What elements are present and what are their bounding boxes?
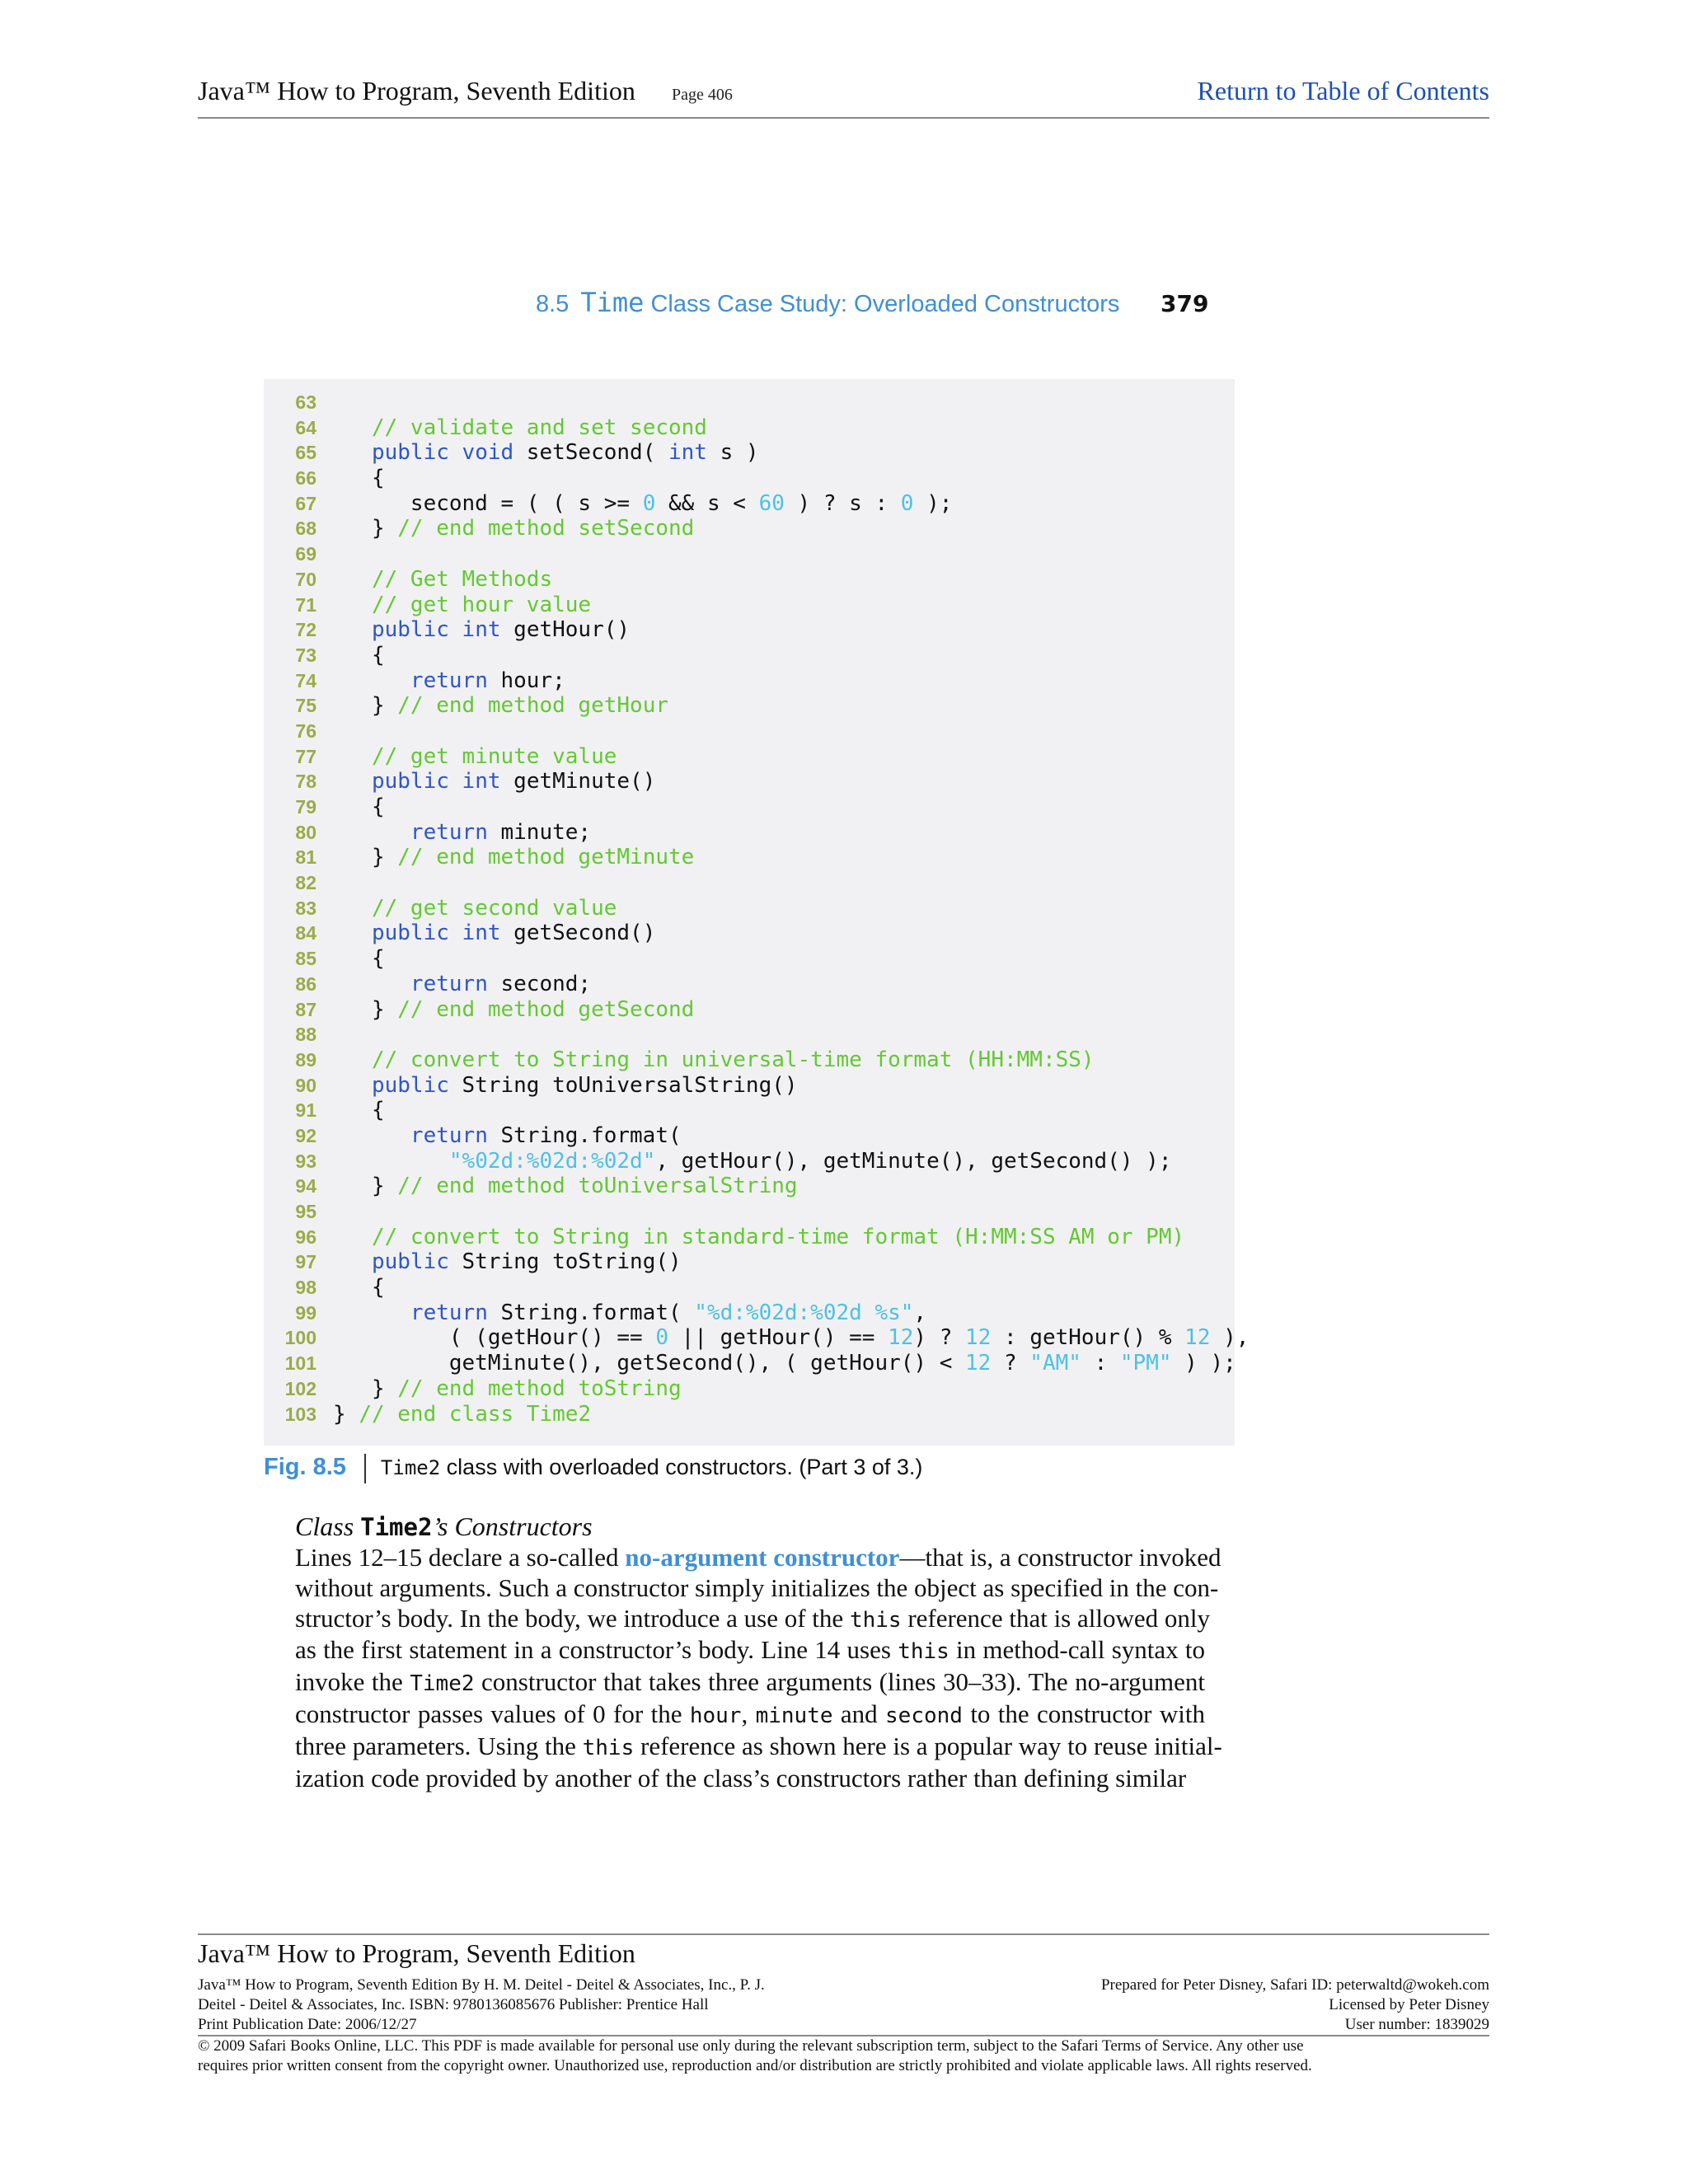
running-head-title: Class Case Study: Overloaded Constructors	[644, 291, 1120, 317]
body-text: in method-call syntax to	[949, 1635, 1205, 1665]
line-number: 102	[284, 1377, 316, 1399]
code-text	[316, 997, 694, 1023]
caption-divider	[364, 1454, 366, 1483]
code-keyword: return	[410, 1122, 488, 1148]
code-token	[333, 1123, 410, 1148]
code-token: }	[333, 516, 398, 541]
code-token: second;	[487, 971, 592, 996]
page-label: Page 406	[672, 86, 733, 104]
code-token: }	[333, 996, 398, 1022]
code-comment: // convert to String in standard-time format (H:MM:SS AM or PM)	[371, 1224, 1185, 1249]
code-comment: // end method getHour	[397, 693, 669, 719]
code-line	[277, 466, 1249, 491]
line-number: 66	[295, 467, 316, 490]
line-number: 100	[284, 1327, 316, 1349]
footer-right-line-2: Licensed by Peter Disney	[1329, 1996, 1489, 2013]
code-line	[277, 1225, 1249, 1250]
code-text	[316, 1351, 1236, 1376]
body-text: invoke the	[295, 1667, 410, 1697]
code-token: ),	[1210, 1325, 1250, 1351]
code-token: {	[333, 794, 385, 819]
code-line	[277, 643, 1249, 668]
line-number: 69	[295, 543, 316, 565]
code-string: "%d:%02d:%02d %s"	[694, 1300, 914, 1325]
code-token: ) ? s :	[784, 490, 901, 516]
code-token: getMinute(), getSecond(), ( getHour() <	[333, 1351, 966, 1376]
code-token: getSecond()	[500, 921, 656, 946]
line-number: 65	[295, 442, 316, 464]
code-line	[277, 946, 1249, 972]
body-paragraph	[295, 1543, 1222, 1793]
code-token	[333, 1249, 372, 1274]
line-number: 82	[295, 872, 316, 894]
body-line	[295, 1667, 1205, 1699]
heading-suffix: ’s Constructors	[432, 1511, 593, 1541]
code-token: && s <	[655, 490, 759, 516]
code-line	[277, 1123, 1249, 1149]
code-token: setSecond(	[513, 440, 668, 466]
caption-text: class with overloaded constructors. (Part 3 of 3.)	[440, 1455, 923, 1480]
code-listing	[264, 379, 1250, 1446]
inline-code: this	[849, 1607, 902, 1633]
line-number: 97	[295, 1251, 316, 1273]
body-text: and	[832, 1699, 886, 1728]
code-token: String toUniversalString()	[448, 1072, 798, 1098]
code-string: "AM"	[1029, 1351, 1081, 1376]
code-text	[316, 820, 591, 846]
line-number: 96	[295, 1226, 316, 1248]
body-text: as the first statement in a constructor’s body. Line 14 uses	[295, 1635, 898, 1665]
code-text	[316, 567, 552, 593]
code-text	[316, 693, 668, 719]
code-keyword: public void	[371, 440, 514, 466]
code-token: }	[333, 1376, 398, 1401]
code-comment: // end class Time2	[359, 1401, 592, 1427]
code-line	[277, 1376, 1249, 1402]
code-text	[316, 1376, 682, 1402]
line-number: 99	[295, 1301, 316, 1324]
code-text	[316, 1047, 1095, 1073]
line-number: 76	[295, 719, 316, 742]
body-text: reference as shown here is a popular way to reuse initial-	[634, 1731, 1222, 1760]
code-token	[333, 617, 372, 642]
code-text	[316, 1225, 1184, 1250]
line-number: 70	[295, 568, 316, 590]
code-token: ,	[913, 1300, 927, 1325]
code-comment: // Get Methods	[371, 566, 553, 592]
code-token	[333, 744, 372, 769]
body-line	[295, 1699, 1205, 1732]
line-number: 88	[295, 1024, 316, 1046]
code-string: "PM"	[1119, 1351, 1172, 1376]
code-comment: // end method setSecond	[397, 516, 695, 541]
body-text: constructor passes values of 0 for the	[295, 1699, 690, 1728]
code-number: 12	[888, 1325, 914, 1351]
body-text: ization code provided by another of the class’s constructors rather than defining similar	[295, 1763, 1187, 1793]
code-token: {	[333, 1098, 385, 1123]
code-line	[277, 769, 1249, 794]
code-line	[277, 693, 1249, 719]
code-token: {	[333, 1275, 385, 1301]
line-number: 89	[295, 1048, 316, 1071]
footer-divider	[198, 2035, 1489, 2036]
code-number: 0	[642, 490, 656, 516]
body-line	[295, 1731, 1222, 1764]
line-number: 86	[295, 972, 316, 995]
code-keyword: public int	[371, 617, 501, 643]
footer-left-line-2: Deitel - Deitel & Associates, Inc. ISBN: 9780136085676 Publisher: Prentice Hall	[198, 1996, 709, 2013]
code-line	[277, 744, 1249, 770]
top-header	[198, 76, 1489, 119]
code-line	[277, 1047, 1249, 1073]
running-head	[536, 287, 1119, 323]
code-text	[316, 668, 565, 694]
code-token: s )	[706, 440, 759, 466]
code-text	[316, 921, 655, 946]
copyright-line-1: © 2009 Safari Books Online, LLC. This PDF is made available for personal use only during the relevant subscription term, subject to the Safari Terms of Service. Any other use	[198, 2037, 1304, 2055]
inline-code: minute	[755, 1703, 833, 1728]
section-heading	[295, 1511, 593, 1542]
body-line	[295, 1572, 1219, 1604]
line-number: 84	[295, 922, 316, 944]
code-comment: // end method toString	[397, 1376, 682, 1401]
line-number: 81	[295, 846, 316, 869]
line-number: 79	[295, 796, 316, 818]
code-text	[316, 617, 630, 643]
line-number: 63	[295, 391, 316, 413]
code-line	[277, 516, 1249, 541]
code-token	[333, 1047, 372, 1072]
caption-code-word: Time2	[380, 1456, 441, 1480]
code-token	[333, 440, 372, 465]
code-comment: // end method getSecond	[397, 996, 695, 1022]
code-token: ) ?	[913, 1325, 966, 1351]
code-text	[316, 440, 759, 466]
code-token: :	[1081, 1351, 1120, 1376]
code-line	[277, 870, 1249, 896]
code-line	[277, 794, 1249, 820]
code-line	[277, 1098, 1249, 1123]
code-token	[333, 593, 372, 617]
code-token	[333, 769, 372, 794]
code-line	[277, 1275, 1249, 1301]
code-text	[316, 643, 385, 668]
line-number: 101	[284, 1352, 316, 1375]
code-token	[333, 921, 372, 945]
code-line	[277, 719, 1249, 744]
footer-left-line-1: Java™ How to Program, Seventh Edition By H. M. Deitel - Deitel & Associates, Inc., P. J.	[198, 1976, 765, 1994]
code-line	[277, 1249, 1249, 1275]
code-number: 12	[965, 1351, 992, 1376]
code-comment: // get second value	[371, 895, 617, 921]
code-keyword: return	[410, 971, 488, 996]
line-number: 67	[295, 492, 316, 514]
code-token: String toString()	[448, 1249, 682, 1275]
code-token: getMinute()	[500, 769, 656, 794]
body-text: three parameters. Using the	[295, 1731, 583, 1760]
page-footer	[198, 1933, 1489, 2125]
code-token: hour;	[487, 668, 565, 693]
code-keyword: return	[410, 668, 488, 693]
code-line	[277, 820, 1249, 846]
line-number: 74	[295, 669, 316, 691]
line-number: 80	[295, 821, 316, 843]
figure-label: Fig. 8.5	[264, 1454, 346, 1481]
code-text	[316, 516, 694, 541]
code-text	[316, 1325, 1249, 1351]
code-comment: // get hour value	[371, 592, 592, 617]
figure-caption	[264, 1454, 922, 1490]
code-token: );	[913, 490, 953, 516]
code-text	[316, 491, 952, 517]
code-token	[333, 1301, 410, 1325]
code-line	[277, 921, 1249, 946]
code-token: String.format(	[487, 1122, 682, 1148]
inline-code: hour	[689, 1703, 742, 1728]
body-text: constructor that takes three arguments (lines 30–33). The no-argument	[474, 1667, 1205, 1697]
code-token: || getHour() ==	[668, 1325, 889, 1351]
line-number: 72	[295, 619, 316, 641]
body-line	[295, 1543, 1221, 1573]
code-line	[277, 1301, 1249, 1326]
code-token	[333, 820, 410, 845]
footer-right-line-1: Prepared for Peter Disney, Safari ID: peterwaltd@wokeh.com	[1100, 1976, 1489, 1994]
code-text	[316, 946, 385, 972]
code-text	[316, 845, 694, 870]
line-number: 94	[295, 1175, 316, 1197]
line-number: 103	[284, 1403, 316, 1425]
code-token	[333, 1149, 449, 1174]
code-keyword: return	[410, 819, 488, 845]
code-keyword: public	[371, 1249, 449, 1275]
inline-code: this	[898, 1639, 950, 1665]
code-number: 60	[758, 490, 785, 516]
code-line	[277, 997, 1249, 1023]
heading-code-word: Time2	[360, 1513, 433, 1541]
code-text	[316, 1275, 385, 1301]
code-line	[277, 1022, 1249, 1047]
code-comment: // validate and set second	[371, 415, 707, 440]
code-text	[316, 769, 655, 794]
code-token: }	[333, 845, 398, 870]
code-number: 0	[900, 490, 914, 516]
return-to-toc-link[interactable]: Return to Table of Contents	[1197, 76, 1489, 105]
code-token: ?	[991, 1351, 1030, 1376]
code-token: {	[333, 642, 385, 668]
code-text	[316, 466, 385, 491]
code-comment: // end method toUniversalString	[397, 1174, 798, 1199]
code-line	[277, 1351, 1249, 1376]
code-text	[316, 1402, 591, 1427]
key-term: no-argument constructor	[625, 1543, 900, 1572]
line-number: 90	[295, 1074, 316, 1096]
code-line	[277, 1199, 1249, 1225]
code-line	[277, 491, 1249, 517]
code-text	[316, 1123, 682, 1149]
code-token: }	[333, 1401, 359, 1427]
code-token: String.format(	[487, 1300, 695, 1325]
code-keyword: public int	[371, 921, 501, 946]
code-token: }	[333, 693, 398, 719]
code-line	[277, 1402, 1249, 1427]
line-number: 95	[295, 1201, 316, 1222]
code-line	[277, 541, 1249, 567]
code-token: second = ( ( s >=	[333, 490, 643, 516]
code-comment: // get minute value	[371, 743, 617, 769]
body-text: structor’s body. In the body, we introduce a use of the	[295, 1603, 850, 1633]
code-token: ( (getHour() ==	[333, 1325, 656, 1351]
line-number: 68	[295, 518, 316, 540]
code-text	[316, 1149, 1171, 1174]
code-line	[277, 1174, 1249, 1199]
code-keyword: return	[410, 1300, 488, 1325]
book-title: Java™ How to Program, Seventh Edition	[198, 76, 635, 105]
code-text	[316, 896, 617, 921]
code-text	[316, 794, 385, 820]
code-line	[277, 440, 1249, 466]
line-number: 77	[295, 745, 316, 767]
code-token	[333, 668, 410, 693]
code-string: "%02d:%02d:%02d"	[448, 1148, 656, 1174]
code-line	[277, 617, 1249, 643]
code-line	[277, 896, 1249, 921]
code-line	[277, 845, 1249, 870]
inline-code: second	[885, 1703, 963, 1728]
line-number: 83	[295, 897, 316, 919]
code-line	[277, 668, 1249, 694]
code-token	[333, 896, 372, 921]
code-token: ) );	[1171, 1351, 1236, 1376]
code-line	[277, 1073, 1249, 1099]
code-text	[316, 1174, 798, 1199]
code-token	[333, 567, 372, 592]
body-text: reference that is allowed only	[901, 1603, 1210, 1633]
code-text	[316, 415, 707, 441]
body-text: to the constructor with	[962, 1699, 1205, 1728]
code-token	[333, 415, 372, 440]
code-line	[277, 415, 1249, 441]
line-number: 85	[295, 948, 316, 970]
code-number: 12	[1184, 1325, 1211, 1351]
footer-book-title: Java™ How to Program, Seventh Edition	[198, 1938, 635, 1968]
code-token	[333, 1073, 372, 1098]
section-number: 8.5	[536, 291, 570, 317]
code-token: minute;	[487, 819, 592, 845]
heading-prefix: Class	[295, 1511, 361, 1541]
code-text	[316, 1098, 385, 1123]
code-text	[316, 972, 591, 997]
footer-right-line-3: User number: 1839029	[1344, 2016, 1489, 2033]
code-line	[277, 390, 1249, 415]
footer-left-line-3: Print Publication Date: 2006/12/27	[198, 2016, 417, 2033]
code-comment: // end method getMinute	[397, 845, 695, 870]
body-line	[295, 1635, 1205, 1667]
code-line	[277, 972, 1249, 997]
code-keyword: int	[668, 440, 707, 466]
code-token: {	[333, 946, 385, 972]
code-line	[277, 593, 1249, 618]
body-text: Lines 12–15 declare a so-called	[295, 1543, 626, 1572]
body-text: —that is, a constructor invoked	[899, 1543, 1221, 1572]
page-number: 379	[1160, 290, 1209, 317]
code-keyword: public int	[371, 769, 501, 794]
body-text: without arguments. Such a constructor simply initializes the object as specified in the con-	[295, 1572, 1219, 1602]
line-number: 73	[295, 644, 316, 666]
code-number: 0	[655, 1325, 668, 1351]
code-token: }	[333, 1174, 398, 1199]
code-number: 12	[965, 1325, 992, 1351]
copyright-line-2: requires prior written consent from the copyright owner. Unauthorized use, reproduction and/or distribution are strictly prohibited and violate applicable laws. All rights reserved.	[198, 2057, 1312, 2074]
line-number: 87	[295, 998, 316, 1020]
code-token	[333, 1225, 372, 1249]
running-head-code-word: Time	[580, 287, 645, 318]
code-line	[277, 1325, 1249, 1351]
code-text	[316, 1073, 798, 1099]
line-number: 91	[295, 1099, 316, 1122]
code-lines	[277, 390, 1249, 1427]
code-text	[316, 593, 591, 618]
line-number: 98	[295, 1277, 316, 1299]
code-token	[333, 972, 410, 996]
line-number: 92	[295, 1124, 316, 1146]
code-keyword: public	[371, 1072, 449, 1098]
code-line	[277, 1149, 1249, 1174]
body-line	[295, 1764, 1205, 1794]
code-token: getHour()	[500, 617, 631, 643]
body-line	[295, 1603, 1210, 1636]
line-number: 78	[295, 771, 316, 793]
line-number: 75	[295, 695, 316, 717]
code-token: {	[333, 466, 385, 491]
code-comment: // convert to String in universal-time format (HH:MM:SS)	[371, 1047, 1095, 1072]
line-number: 64	[295, 416, 316, 438]
code-line	[277, 567, 1249, 593]
code-token: , getHour(), getMinute(), getSecond() );	[655, 1148, 1172, 1174]
inline-code: Time2	[410, 1671, 475, 1697]
line-number: 71	[295, 593, 316, 616]
inline-code: this	[582, 1735, 635, 1760]
code-text	[316, 1301, 926, 1326]
code-text	[316, 744, 617, 770]
code-token: : getHour() %	[991, 1325, 1185, 1351]
line-number: 93	[295, 1150, 316, 1172]
body-text: ,	[741, 1699, 756, 1728]
code-text	[316, 1249, 682, 1275]
